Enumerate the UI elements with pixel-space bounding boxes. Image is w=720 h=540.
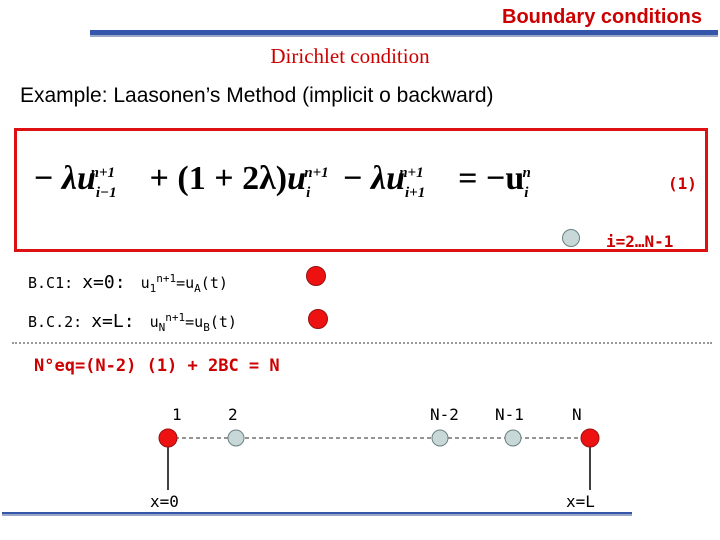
bc2-rhs-tail: (t)	[209, 313, 237, 331]
eq-term-left: λu	[61, 160, 96, 197]
bc1-rhs: =u	[176, 274, 195, 292]
node-label-1: 1	[172, 405, 182, 424]
eq-sup-left: n+1	[90, 164, 116, 181]
eq-term-center: u	[287, 160, 307, 197]
bottom-rule	[2, 512, 632, 516]
x-start-label: x=0	[150, 492, 179, 511]
eq-plus: +	[149, 160, 169, 197]
index-range: i=2…N-1	[606, 232, 674, 251]
bc2-sub: N	[158, 321, 166, 334]
slide-title: Boundary conditions	[502, 6, 702, 28]
eq-sub-center: i	[306, 184, 311, 201]
bc1-rhs-sub: A	[194, 282, 201, 295]
bc2-rhs: =u	[185, 313, 204, 331]
node-1	[159, 429, 177, 447]
bc1-condition: x=0:	[82, 272, 126, 293]
bc2-sup: n+1	[165, 311, 186, 324]
example-heading: Example: Laasonen’s Method (implicit o backward)	[20, 84, 494, 107]
eq-sup-right: n+1	[399, 164, 424, 181]
bc2-condition: x=L:	[91, 311, 135, 332]
node-label-n: N	[572, 405, 582, 424]
eq-minus-2: −	[343, 160, 363, 197]
bc1-rhs-tail: (t)	[200, 274, 228, 292]
node-label-n-minus-2: N-2	[430, 405, 459, 424]
eq-sup-rhs: n	[522, 164, 531, 181]
eq-sub-left: i−1	[95, 184, 117, 201]
bc1-prefix: B.C1:	[28, 274, 83, 292]
eq-sup-center: n+1	[304, 164, 329, 181]
eq-coefficient: (1 + 2λ)	[177, 160, 288, 197]
node-n-minus-1	[505, 430, 521, 446]
eq-sub-right: i+1	[405, 184, 426, 201]
node-label-2: 2	[228, 405, 238, 424]
eq-term-right: λu	[371, 160, 405, 197]
bc2-prefix: B.C.2:	[28, 313, 92, 331]
eq-sub-rhs: i	[524, 184, 529, 201]
node-2	[228, 430, 244, 446]
bc2-rhs-sub: B	[203, 321, 210, 334]
x-end-label: x=L	[566, 492, 595, 511]
equation-count: N°eq=(N-2) (1) + 2BC = N	[34, 356, 280, 376]
equation-number: (1)	[668, 174, 697, 193]
eq-minus: −	[34, 160, 54, 197]
eq-rhs: = −u	[458, 160, 525, 197]
bc2-lhs: u	[149, 313, 159, 331]
bc1-sup: n+1	[156, 272, 177, 285]
node-n	[581, 429, 599, 447]
bc1-sub: 1	[149, 282, 157, 295]
bc1-lhs: u	[140, 274, 150, 292]
slide-subtitle: Dirichlet condition	[270, 44, 430, 68]
node-label-n-minus-1: N-1	[495, 405, 524, 424]
node-n-minus-2	[432, 430, 448, 446]
